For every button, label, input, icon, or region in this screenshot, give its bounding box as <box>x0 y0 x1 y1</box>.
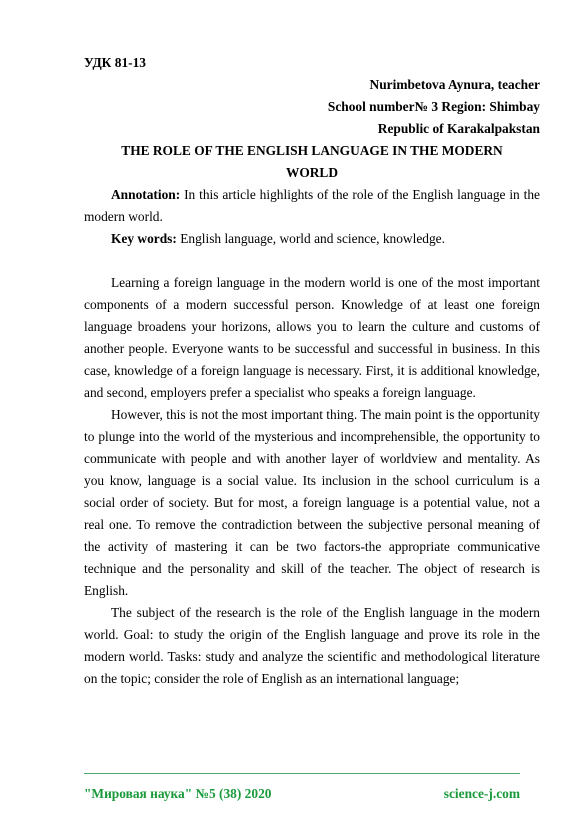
author-school: School number№ 3 Region: Shimbay <box>327 99 540 114</box>
keywords <box>84 228 540 250</box>
footer-divider <box>84 773 520 774</box>
keywords-label: Key words: <box>111 231 177 246</box>
body-paragraph-3: The subject of the research is the role of the English language in the modern world. Goal: to study the origin of the English language and prove its role in the modern world. Tasks: study and analyze the scientific and methodological literature on the topic; consider the role of English as an international language; <box>84 605 540 686</box>
journal-name: "Мировая наука" №5 (38) 2020 <box>84 786 272 801</box>
spacer <box>84 250 540 272</box>
body-paragraph-2: However, this is not the most important thing. The main point is the opportunity to plunge into the world of the mysterious and incomprehensible, the opportunity to communicate with people and with another layer of worldview and mentality. As you know, language is a social value. Its inclusion in the school curriculum is a social order of society. But for most, a foreign language is a potential value, not a real one. To remove the contradiction between the subjective personal meaning of the activity of mastering it can be two factors-the appropriate communicative technique and the personality and skill of the teacher. The object of research is English. <box>84 407 540 598</box>
body-paragraph-1: Learning a foreign language in the modern world is one of the most important components of a modern successful person. Knowledge of at least one foreign language broadens your horizons, allows you to learn the culture and customs of another people. Everyone wants to be successful and successful in business. In this case, knowledge of a foreign language is necessary. First, it is additional knowledge, and second, employers prefer a specialist who speaks a foreign language. <box>84 275 540 400</box>
udk-code: УДК 81-13 <box>84 55 146 70</box>
page-footer <box>84 786 520 802</box>
article-title-line-1: THE ROLE OF THE ENGLISH LANGUAGE IN THE MODERN <box>121 143 503 158</box>
keywords-text: English language, world and science, knowledge. <box>176 231 445 246</box>
author-country: Republic of Karakalpakstan <box>377 121 540 136</box>
article-page <box>84 52 540 690</box>
annotation-label: Annotation: <box>111 187 181 202</box>
journal-site-link[interactable]: science-j.com <box>443 786 520 801</box>
annotation <box>84 184 540 228</box>
author-name: Nurimbetova Aynura, teacher <box>369 77 540 92</box>
annotation-text: In this article highlights of the role of the English language in the modern world. <box>84 187 540 224</box>
article-title-line-2: WORLD <box>285 165 339 180</box>
